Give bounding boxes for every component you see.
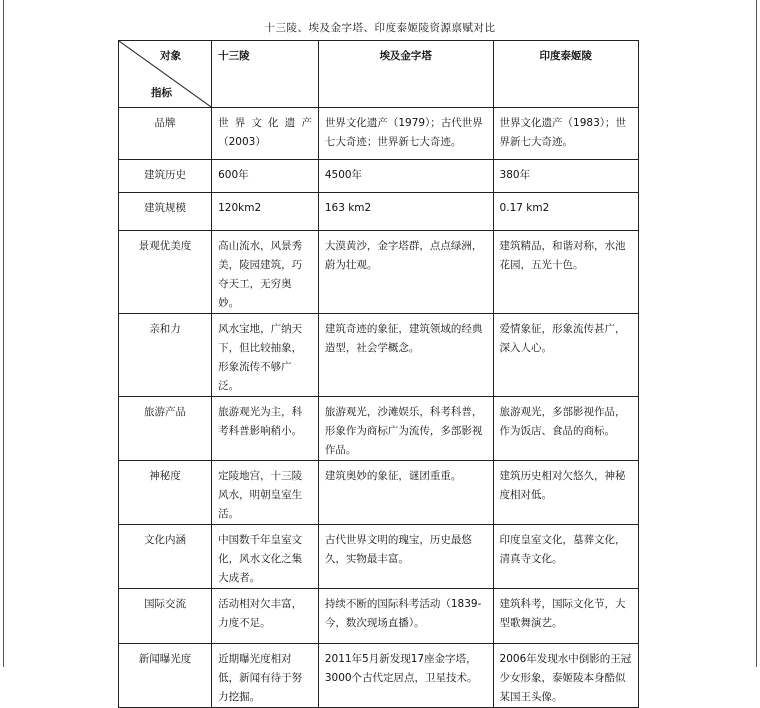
table-cell: 旅游观光，多部影视作品，作为饭店、食品的商标。 bbox=[493, 397, 638, 461]
table-cell: 600年 bbox=[212, 160, 319, 193]
column-header-taj-mahal: 印度泰姬陵 bbox=[493, 41, 638, 108]
table-cell: 印度皇室文化，墓葬文化，清真寺文化。 bbox=[493, 525, 638, 589]
table-cell: 4500年 bbox=[318, 160, 493, 193]
table-row bbox=[119, 397, 639, 461]
table-cell: 旅游观光，沙滩娱乐，科考科普，形象作为商标广为流传，多部影视作品。 bbox=[318, 397, 493, 461]
table-cell: 120km2 bbox=[212, 193, 319, 231]
table-row bbox=[119, 589, 639, 644]
table-cell: 持续不断的国际科考活动（1839-今，数次现场直播）。 bbox=[318, 589, 493, 644]
corner-label-indicator: 指标 bbox=[151, 87, 172, 99]
table-cell: 中国数千年皇室文化，风水文化之集大成者。 bbox=[212, 525, 319, 589]
table-cell: 爱情象征，形象流传甚广，深入人心。 bbox=[493, 314, 638, 397]
table-cell: 建筑历史相对欠悠久，神秘度相对低。 bbox=[493, 461, 638, 525]
table-title: 十三陵、埃及金字塔、印度泰姬陵资源禀赋对比 bbox=[264, 22, 496, 34]
table-cell: 世界文化遗产（1979）；古代世界七大奇迹；世界新七大奇迹。 bbox=[318, 108, 493, 160]
row-label: 亲和力 bbox=[119, 314, 212, 397]
header-row bbox=[119, 41, 639, 108]
table-cell: 古代世界文明的瑰宝，历史最悠久，实物最丰富。 bbox=[318, 525, 493, 589]
table-row bbox=[119, 193, 639, 231]
row-label: 景观优美度 bbox=[119, 231, 212, 314]
table-cell: 2006年发现水中倒影的王冠少女形象，泰姬陵本身酷似某国王头像。 bbox=[493, 644, 638, 708]
table-cell: 建筑科考，国际文化节，大型歌舞演艺。 bbox=[493, 589, 638, 644]
table-row bbox=[119, 231, 639, 314]
table-row bbox=[119, 525, 639, 589]
comparison-table bbox=[118, 40, 639, 708]
row-label: 建筑历史 bbox=[119, 160, 212, 193]
table-cell: 世界文化遗产（2003） bbox=[212, 108, 319, 160]
table-cell: 建筑奇迹的象征，建筑领域的经典造型，社会学概念。 bbox=[318, 314, 493, 397]
table-cell: 活动相对欠丰富，力度不足。 bbox=[212, 589, 319, 644]
row-label: 神秘度 bbox=[119, 461, 212, 525]
table-cell: 近期曝光度相对低，新闻有待于努力挖掘。 bbox=[212, 644, 319, 708]
row-label: 旅游产品 bbox=[119, 397, 212, 461]
table-cell: 建筑精品，和谐对称，水池花园，五光十色。 bbox=[493, 231, 638, 314]
diagonal-header-cell bbox=[119, 41, 212, 108]
table-row bbox=[119, 108, 639, 160]
table-row bbox=[119, 644, 639, 708]
column-header-pyramids: 埃及金字塔 bbox=[318, 41, 493, 108]
row-label: 新闻曝光度 bbox=[119, 644, 212, 708]
table-row bbox=[119, 461, 639, 525]
table-row bbox=[119, 314, 639, 397]
table-cell: 2011年5月新发现17座金字塔，3000个古代定居点，卫星技术。 bbox=[318, 644, 493, 708]
table-cell: 380年 bbox=[493, 160, 638, 193]
column-header-ming-tombs: 十三陵 bbox=[212, 41, 319, 108]
table-cell: 世界文化遗产（1983）；世界新七大奇迹。 bbox=[493, 108, 638, 160]
table-cell: 建筑奥妙的象征，谜团重重。 bbox=[318, 461, 493, 525]
row-label: 国际交流 bbox=[119, 589, 212, 644]
table-cell: 定陵地宫，十三陵风水，明朝皇室生活。 bbox=[212, 461, 319, 525]
corner-label-object: 对象 bbox=[160, 50, 182, 62]
table-cell: 旅游观光为主，科考科普影响稍小。 bbox=[212, 397, 319, 461]
row-label: 文化内涵 bbox=[119, 525, 212, 589]
table-cell: 163 km2 bbox=[318, 193, 493, 231]
table-cell: 0.17 km2 bbox=[493, 193, 638, 231]
row-label: 品牌 bbox=[119, 108, 212, 160]
table-cell: 风水宝地，广纳天下，但比较抽象，形象流传不够广泛。 bbox=[212, 314, 319, 397]
table-cell: 高山流水，风景秀美，陵园建筑，巧夺天工，无穷奥妙。 bbox=[212, 231, 319, 314]
table-row bbox=[119, 160, 639, 193]
row-label: 建筑规模 bbox=[119, 193, 212, 231]
table-cell: 大漠黄沙，金字塔群，点点绿洲，蔚为壮观。 bbox=[318, 231, 493, 314]
